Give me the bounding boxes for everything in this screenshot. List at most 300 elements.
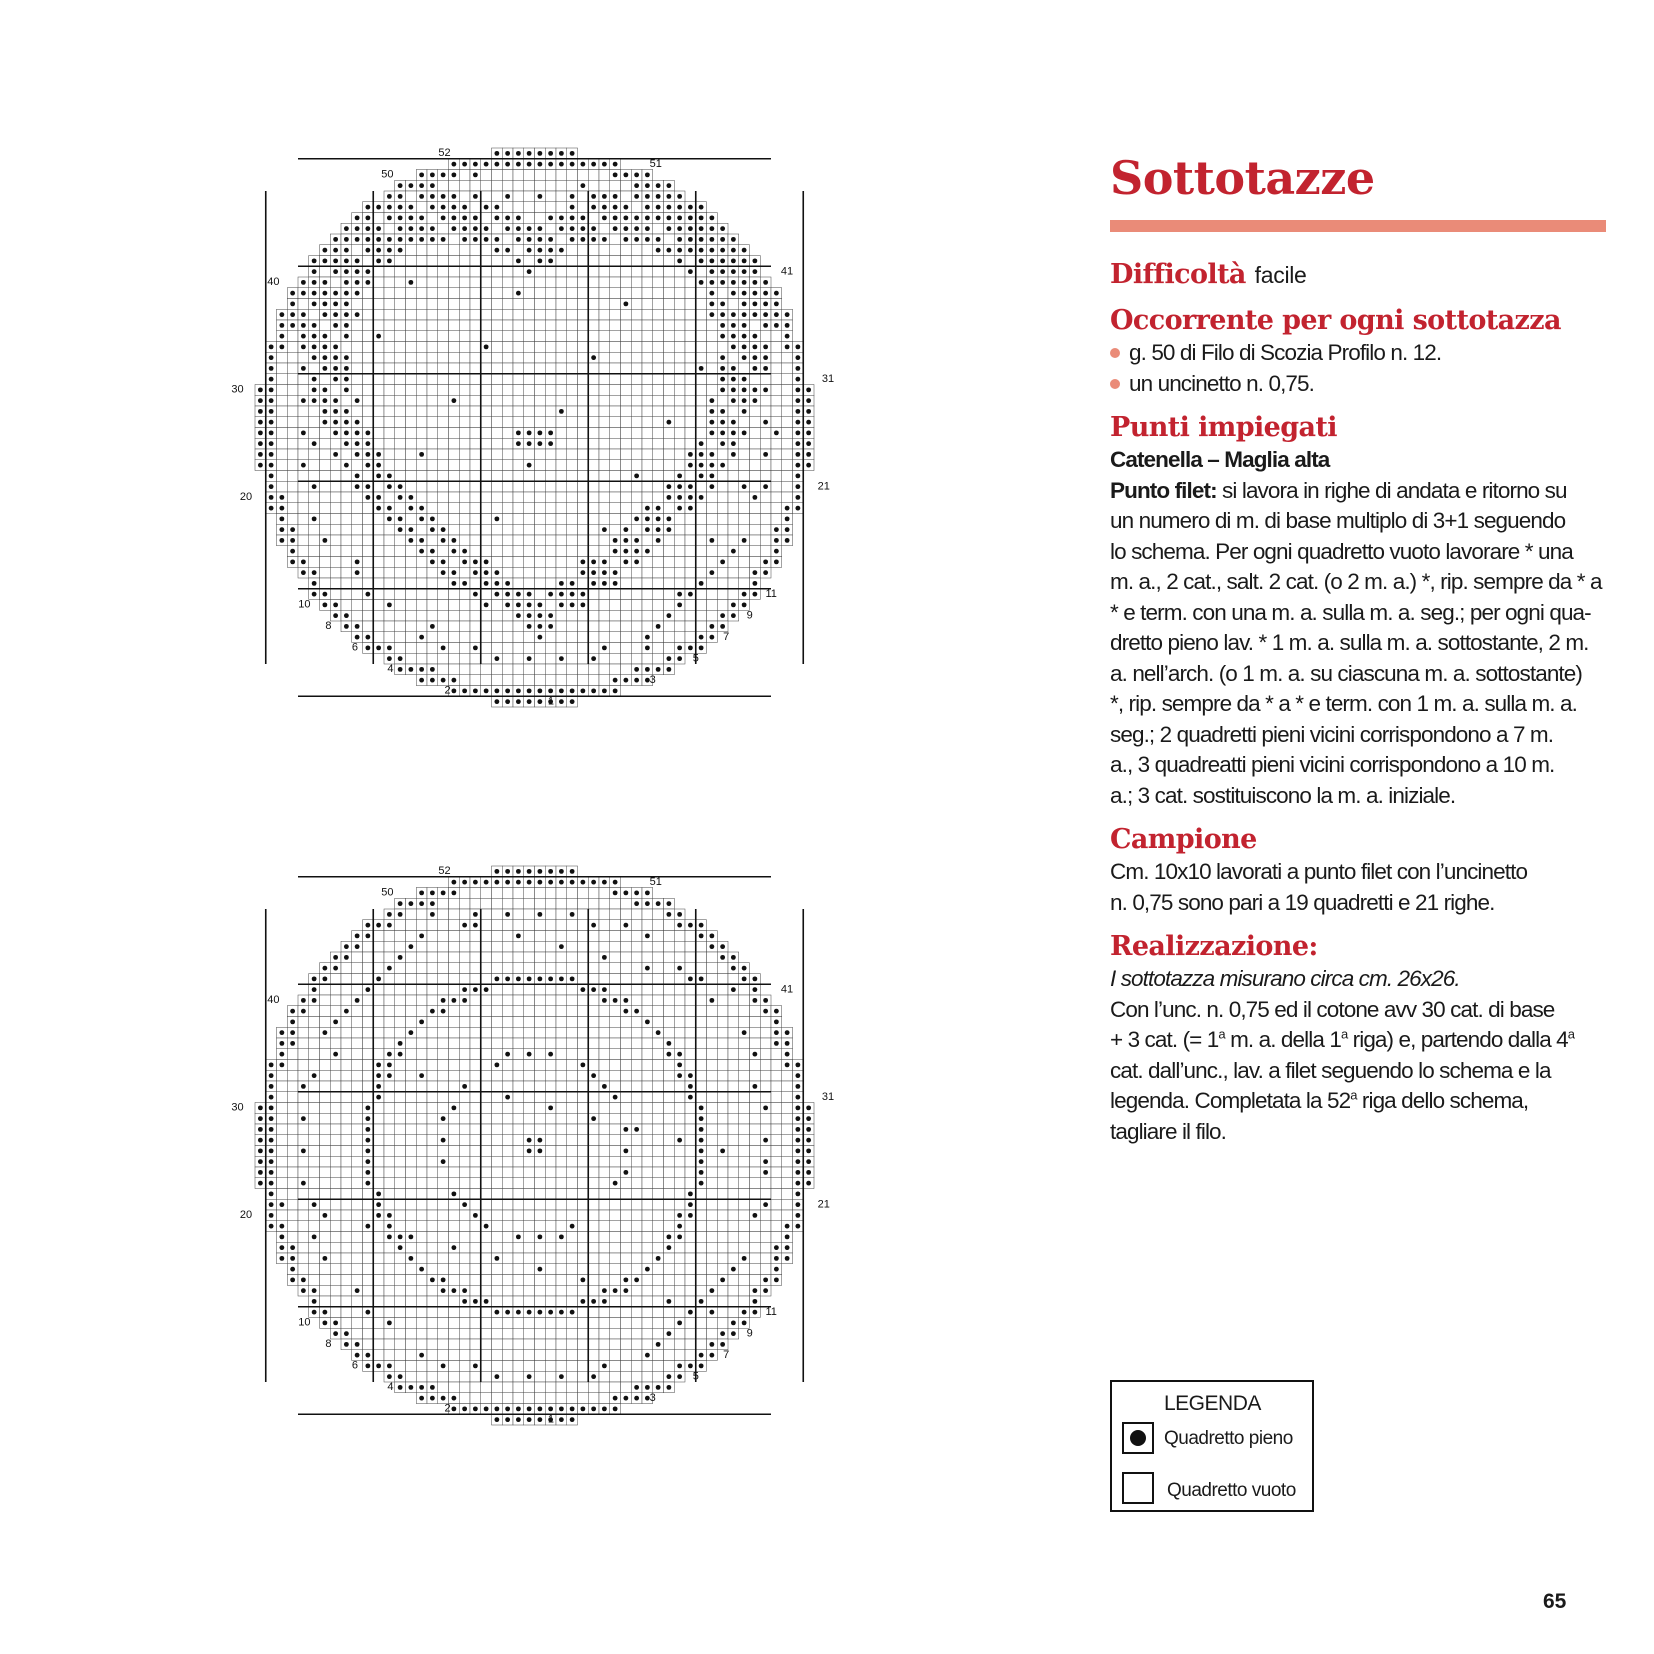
chart-cell xyxy=(502,1135,513,1146)
chart-cell xyxy=(578,920,589,931)
chart-cell xyxy=(373,395,384,406)
chart-cell xyxy=(352,1092,363,1103)
chart-cell xyxy=(707,1006,718,1017)
filled-cell-dot xyxy=(634,226,639,231)
filled-cell-dot xyxy=(290,559,295,564)
chart-cell xyxy=(427,256,438,267)
chart-cell xyxy=(438,963,449,974)
chart-cell xyxy=(481,1253,492,1264)
chart-cell xyxy=(373,546,384,557)
chart-cell xyxy=(771,1232,782,1243)
chart-cell xyxy=(545,1296,556,1307)
chart-cell xyxy=(406,1210,417,1221)
chart-cell xyxy=(610,941,621,952)
chart-cell xyxy=(588,600,599,611)
chart-cell xyxy=(535,995,546,1006)
chart-cell xyxy=(621,309,632,320)
filled-cell-dot xyxy=(258,1148,263,1153)
filled-cell-dot xyxy=(269,1062,274,1067)
filled-cell-dot xyxy=(484,344,489,349)
chart-cell xyxy=(707,1221,718,1232)
filled-cell-dot xyxy=(387,473,392,478)
chart-cell xyxy=(771,1092,782,1103)
filled-cell-dot xyxy=(258,1138,263,1143)
chart-cell xyxy=(492,342,503,353)
chart-cell xyxy=(449,1092,460,1103)
chart-cell xyxy=(277,1070,288,1081)
row-number-label: 1 xyxy=(547,695,554,708)
filled-cell-dot xyxy=(656,205,661,210)
chart-cell xyxy=(535,1113,546,1124)
filled-cell-dot xyxy=(806,1116,811,1121)
chart-cell xyxy=(588,1038,599,1049)
filled-cell-dot xyxy=(752,258,757,263)
filled-cell-dot xyxy=(441,205,446,210)
chart-cell xyxy=(492,931,503,942)
filled-cell-dot xyxy=(408,944,413,949)
chart-cell xyxy=(567,931,578,942)
filet-chart-ring xyxy=(230,858,850,1448)
filled-cell-dot xyxy=(269,1213,274,1218)
chart-cell xyxy=(481,331,492,342)
chart-cell xyxy=(438,664,449,675)
chart-cell xyxy=(427,395,438,406)
filled-cell-dot xyxy=(699,1159,704,1164)
chart-cell xyxy=(524,1167,535,1178)
filled-cell-dot xyxy=(763,452,768,457)
chart-cell xyxy=(653,643,664,654)
filled-cell-dot xyxy=(688,226,693,231)
chart-cell xyxy=(416,1092,427,1103)
filled-cell-dot xyxy=(527,592,532,597)
chart-cell xyxy=(782,1135,793,1146)
chart-cell xyxy=(513,1221,524,1232)
chart-cell xyxy=(492,1178,503,1189)
chart-cell xyxy=(621,320,632,331)
filled-cell-dot xyxy=(666,912,671,917)
chart-cell xyxy=(782,492,793,503)
chart-cell xyxy=(524,277,535,288)
filled-cell-dot xyxy=(419,237,424,242)
filled-cell-dot xyxy=(774,323,779,328)
chart-cell xyxy=(535,503,546,514)
chart-cell xyxy=(535,417,546,428)
chart-cell xyxy=(320,1285,331,1296)
chart-cell xyxy=(395,449,406,460)
chart-cell xyxy=(610,952,621,963)
chart-cell xyxy=(416,428,427,439)
chart-cell xyxy=(492,191,503,202)
chart-cell xyxy=(739,1038,750,1049)
chart-cell xyxy=(524,632,535,643)
chart-cell xyxy=(578,299,589,310)
filled-cell-dot xyxy=(591,355,596,360)
chart-cell xyxy=(481,1070,492,1081)
chart-cell xyxy=(685,1253,696,1264)
chart-cell xyxy=(674,331,685,342)
chart-cell xyxy=(406,342,417,353)
chart-cell xyxy=(610,1167,621,1178)
chart-cell xyxy=(470,352,481,363)
chart-cell xyxy=(610,180,621,191)
chart-cell xyxy=(707,1103,718,1114)
filled-cell-dot xyxy=(634,1277,639,1282)
filled-cell-dot xyxy=(505,581,510,586)
chart-cell xyxy=(384,1135,395,1146)
filled-cell-dot xyxy=(301,1009,306,1014)
chart-cell xyxy=(642,909,653,920)
filled-cell-dot xyxy=(269,1095,274,1100)
chart-cell xyxy=(578,320,589,331)
chart-cell xyxy=(416,643,427,654)
filled-cell-dot xyxy=(398,1234,403,1239)
chart-cell xyxy=(642,1199,653,1210)
filled-cell-dot xyxy=(634,890,639,895)
filled-cell-dot xyxy=(355,944,360,949)
chart-cell xyxy=(277,460,288,471)
filled-cell-dot xyxy=(376,923,381,928)
chart-cell xyxy=(535,1038,546,1049)
chart-cell xyxy=(492,503,503,514)
chart-cell xyxy=(513,963,524,974)
filled-cell-dot xyxy=(484,162,489,167)
chart-cell xyxy=(631,909,642,920)
filled-cell-dot xyxy=(709,484,714,489)
chart-cell xyxy=(567,503,578,514)
filled-cell-dot xyxy=(548,441,553,446)
filled-cell-dot xyxy=(355,269,360,274)
chart-cell xyxy=(341,1199,352,1210)
filled-cell-dot xyxy=(677,592,682,597)
chart-cell xyxy=(524,1264,535,1275)
filled-cell-dot xyxy=(570,151,575,156)
filled-cell-dot xyxy=(451,194,456,199)
chart-cell xyxy=(545,664,556,675)
filled-cell-dot xyxy=(623,1009,628,1014)
filled-cell-dot xyxy=(398,194,403,199)
chart-cell xyxy=(481,213,492,224)
filled-cell-dot xyxy=(591,987,596,992)
chart-cell xyxy=(707,438,718,449)
chart-cell xyxy=(588,888,599,899)
chart-cell xyxy=(416,909,427,920)
chart-cell xyxy=(320,1113,331,1124)
chart-cell xyxy=(524,675,535,686)
chart-cell xyxy=(707,984,718,995)
filled-cell-dot xyxy=(613,890,618,895)
chart-cell xyxy=(556,1103,567,1114)
chart-cell xyxy=(545,503,556,514)
chart-cell xyxy=(384,1124,395,1135)
filled-cell-dot xyxy=(602,215,607,220)
chart-cell xyxy=(556,888,567,899)
chart-cell xyxy=(416,567,427,578)
chart-cell xyxy=(513,675,524,686)
chart-cell xyxy=(427,941,438,952)
filled-cell-dot xyxy=(666,1245,671,1250)
chart-cell xyxy=(642,1167,653,1178)
filled-cell-dot xyxy=(720,312,725,317)
chart-cell xyxy=(739,1103,750,1114)
chart-cell xyxy=(556,309,567,320)
chart-cell xyxy=(664,406,675,417)
filled-cell-dot xyxy=(312,1202,317,1207)
chart-cell xyxy=(470,1027,481,1038)
chart-cell xyxy=(341,984,352,995)
filled-cell-dot xyxy=(623,1170,628,1175)
filled-cell-dot xyxy=(333,237,338,242)
filled-cell-dot xyxy=(570,205,575,210)
chart-cell xyxy=(739,1092,750,1103)
chart-cell xyxy=(395,1156,406,1167)
row-number-label: 11 xyxy=(765,587,777,600)
filled-cell-dot xyxy=(634,667,639,672)
chart-cell xyxy=(631,1081,642,1092)
filled-cell-dot xyxy=(419,549,424,554)
chart-cell xyxy=(717,481,728,492)
chart-cell xyxy=(330,331,341,342)
chart-cell xyxy=(545,1253,556,1264)
filled-cell-dot xyxy=(441,678,446,683)
chart-cell xyxy=(449,256,460,267)
chart-cell xyxy=(567,481,578,492)
chart-cell xyxy=(309,471,320,482)
filled-cell-dot xyxy=(666,484,671,489)
chart-cell xyxy=(631,395,642,406)
filled-cell-dot xyxy=(688,506,693,511)
chart-cell xyxy=(341,1307,352,1318)
chart-cell xyxy=(406,1275,417,1286)
chart-cell xyxy=(395,471,406,482)
filled-cell-dot xyxy=(505,869,510,874)
chart-cell xyxy=(717,1124,728,1135)
chart-cell xyxy=(524,417,535,428)
filled-cell-dot xyxy=(505,880,510,885)
chart-cell xyxy=(567,653,578,664)
chart-cell xyxy=(556,288,567,299)
filled-cell-dot xyxy=(376,248,381,253)
filled-cell-dot xyxy=(720,226,725,231)
filled-cell-dot xyxy=(376,1202,381,1207)
chart-cell xyxy=(470,277,481,288)
filled-cell-dot xyxy=(333,613,338,618)
chart-cell xyxy=(384,460,395,471)
chart-cell xyxy=(449,277,460,288)
filled-cell-dot xyxy=(720,280,725,285)
chart-cell xyxy=(685,567,696,578)
chart-cell xyxy=(427,952,438,963)
chart-cell xyxy=(696,299,707,310)
filled-cell-dot xyxy=(623,1127,628,1132)
chart-cell xyxy=(535,492,546,503)
chart-cell xyxy=(373,277,384,288)
chart-cell xyxy=(653,995,664,1006)
chart-cell xyxy=(739,449,750,460)
chart-cell xyxy=(631,481,642,492)
filled-cell-dot xyxy=(548,258,553,263)
filled-cell-dot xyxy=(806,387,811,392)
filled-cell-dot xyxy=(666,226,671,231)
filled-cell-dot xyxy=(763,344,768,349)
filled-cell-dot xyxy=(301,1288,306,1293)
filled-cell-dot xyxy=(580,226,585,231)
filled-cell-dot xyxy=(591,1299,596,1304)
chart-cell xyxy=(674,1156,685,1167)
chart-cell xyxy=(524,395,535,406)
filled-cell-dot xyxy=(795,398,800,403)
chart-cell xyxy=(578,1285,589,1296)
filled-cell-dot xyxy=(720,463,725,468)
chart-cell xyxy=(492,1081,503,1092)
chart-cell xyxy=(750,1070,761,1081)
chart-cell xyxy=(481,1210,492,1221)
chart-cell xyxy=(728,481,739,492)
chart-cell xyxy=(631,632,642,643)
chart-cell xyxy=(492,363,503,374)
chart-cell xyxy=(642,266,653,277)
chart-cell xyxy=(610,920,621,931)
chart-cell xyxy=(588,1006,599,1017)
filled-cell-dot xyxy=(408,527,413,532)
chart-cell xyxy=(513,277,524,288)
chart-cell xyxy=(373,1264,384,1275)
chart-cell xyxy=(320,567,331,578)
chart-cell xyxy=(459,374,470,385)
filled-cell-dot xyxy=(258,1170,263,1175)
chart-cell xyxy=(728,1124,739,1135)
chart-cell xyxy=(621,514,632,525)
chart-cell xyxy=(449,898,460,909)
chart-cell xyxy=(685,1178,696,1189)
chart-cell xyxy=(556,514,567,525)
chart-cell xyxy=(524,963,535,974)
filled-cell-dot xyxy=(731,987,736,992)
chart-cell xyxy=(481,266,492,277)
filled-cell-dot xyxy=(441,998,446,1003)
chart-cell xyxy=(664,1081,675,1092)
chart-cell xyxy=(459,256,470,267)
filled-cell-dot xyxy=(269,506,274,511)
chart-cell xyxy=(438,245,449,256)
filled-cell-dot xyxy=(387,645,392,650)
filled-cell-dot xyxy=(516,688,521,693)
filled-cell-dot xyxy=(731,387,736,392)
chart-cell xyxy=(578,460,589,471)
chart-cell xyxy=(545,1199,556,1210)
chart-cell xyxy=(320,449,331,460)
chart-cell xyxy=(545,363,556,374)
chart-cell xyxy=(739,524,750,535)
chart-cell xyxy=(298,438,309,449)
chart-cell xyxy=(330,557,341,568)
filled-cell-dot xyxy=(613,194,618,199)
filled-cell-dot xyxy=(709,570,714,575)
chart-cell xyxy=(352,385,363,396)
chart-cell xyxy=(309,1146,320,1157)
filled-cell-dot xyxy=(548,237,553,242)
chart-cell xyxy=(696,1285,707,1296)
chart-cell xyxy=(438,449,449,460)
chart-cell xyxy=(567,492,578,503)
chart-cell xyxy=(642,920,653,931)
filled-cell-dot xyxy=(720,301,725,306)
chart-cell xyxy=(578,514,589,525)
chart-cell xyxy=(578,1006,589,1017)
chart-cell xyxy=(556,503,567,514)
chart-cell xyxy=(707,514,718,525)
chart-cell xyxy=(298,1210,309,1221)
chart-cell xyxy=(524,1060,535,1071)
filled-cell-dot xyxy=(462,880,467,885)
chart-cell xyxy=(277,449,288,460)
filled-cell-dot xyxy=(720,624,725,629)
chart-cell xyxy=(642,1006,653,1017)
chart-cell xyxy=(556,331,567,342)
filled-cell-dot xyxy=(451,538,456,543)
chart-cell xyxy=(621,931,632,942)
chart-cell xyxy=(707,1070,718,1081)
chart-cell xyxy=(771,385,782,396)
chart-cell xyxy=(459,191,470,202)
filled-cell-dot xyxy=(656,183,661,188)
filled-cell-dot xyxy=(484,987,489,992)
chart-cell xyxy=(492,374,503,385)
filled-cell-dot xyxy=(344,430,349,435)
chart-cell xyxy=(707,1199,718,1210)
chart-cell xyxy=(739,1049,750,1060)
filled-cell-dot xyxy=(365,280,370,285)
chart-cell xyxy=(352,1275,363,1286)
chart-cell xyxy=(481,589,492,600)
chart-cell xyxy=(330,1275,341,1286)
chart-cell xyxy=(492,460,503,471)
chart-cell xyxy=(750,503,761,514)
chart-cell xyxy=(438,492,449,503)
chart-cell xyxy=(717,1060,728,1071)
chart-cell xyxy=(717,1027,728,1038)
chart-cell xyxy=(481,995,492,1006)
chart-cell xyxy=(427,1146,438,1157)
chart-cell xyxy=(363,524,374,535)
chart-cell xyxy=(621,1199,632,1210)
chart-cell xyxy=(320,984,331,995)
chart-cell xyxy=(631,1232,642,1243)
chart-cell xyxy=(696,524,707,535)
filled-cell-dot xyxy=(419,516,424,521)
chart-cell xyxy=(588,320,599,331)
chart-cell xyxy=(717,1081,728,1092)
filled-cell-dot xyxy=(634,1009,639,1014)
chart-cell xyxy=(384,385,395,396)
filled-cell-dot xyxy=(559,602,564,607)
chart-cell xyxy=(513,546,524,557)
filled-cell-dot xyxy=(301,463,306,468)
chart-cell xyxy=(750,514,761,525)
filled-cell-dot xyxy=(419,226,424,231)
filled-cell-dot xyxy=(806,1181,811,1186)
chart-cell xyxy=(524,1189,535,1200)
chart-cell xyxy=(459,460,470,471)
chart-cell xyxy=(599,352,610,363)
filled-cell-dot xyxy=(527,699,532,704)
chart-cell xyxy=(750,1060,761,1071)
chart-cell xyxy=(685,931,696,942)
chart-cell xyxy=(384,428,395,439)
chart-cell xyxy=(750,1156,761,1167)
chart-cell xyxy=(395,1264,406,1275)
chart-cell xyxy=(395,460,406,471)
chart-cell xyxy=(588,1060,599,1071)
